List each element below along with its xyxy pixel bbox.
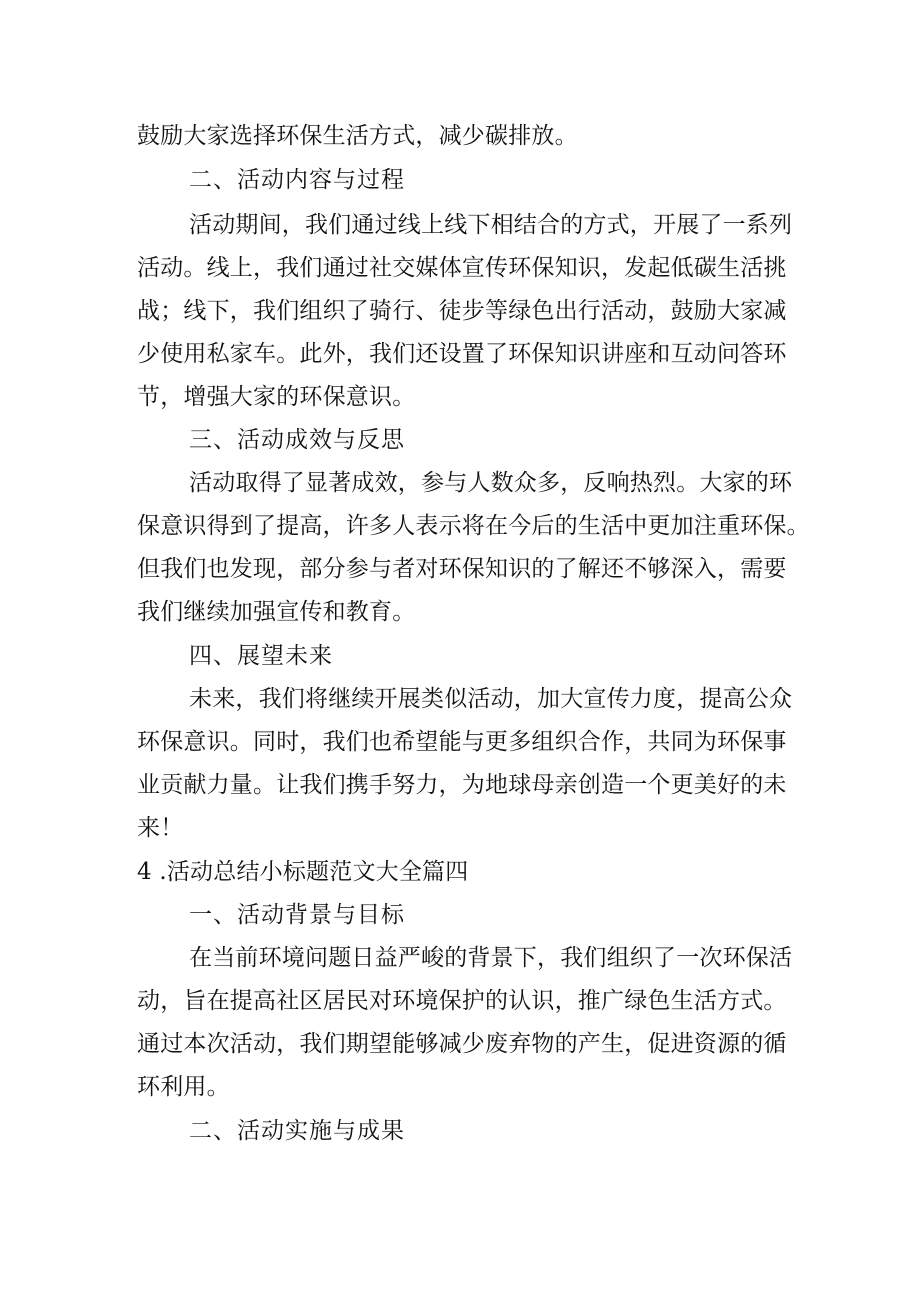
paragraph-line: 环利用。 xyxy=(137,1074,230,1100)
paragraph-line: 活动取得了显著成效，参与人数众多，反响热烈。大家的环 xyxy=(189,470,793,496)
section-heading: 二、活动实施与成果 xyxy=(189,1118,405,1144)
paragraph-line: 环保意识。同时，我们也希望能与更多组织合作，共同为环保事 xyxy=(137,729,787,755)
section-heading: 一、活动背景与目标 xyxy=(189,902,405,928)
paragraph-line: 我们继续加强宣传和教育。 xyxy=(137,599,416,625)
paragraph-line: 动，旨在提高社区居民对环境保护的认识，推广绿色生活方式。 xyxy=(137,988,787,1014)
paragraph-line: 但我们也发现，部分参与者对环保知识的了解还不够深入，需要 xyxy=(137,556,787,582)
paragraph-line: 保意识得到了提高，许多人表示将在今后的生活中更加注重环保。 xyxy=(137,513,810,539)
paragraph-line: 活动。线上，我们通过社交媒体宣传环保知识，发起低碳生活挑 xyxy=(137,255,787,281)
article-title: 4 .活动总结小标题范文大全篇四 xyxy=(137,859,469,885)
paragraph-line: 在当前环境问题日益严峻的背景下，我们组织了一次环保活 xyxy=(189,945,793,971)
section-heading: 二、活动内容与过程 xyxy=(189,167,405,193)
paragraph-line: 来！ xyxy=(137,815,184,841)
paragraph-line: 业贡献力量。让我们携手努力，为地球母亲创造一个更美好的未 xyxy=(137,772,787,798)
paragraph-line: 少使用私家车。此外，我们还设置了环保知识讲座和互动问答环 xyxy=(137,341,787,367)
paragraph-line: 活动期间，我们通过线上线下相结合的方式，开展了一系列 xyxy=(189,212,793,238)
paragraph-line: 鼓励大家选择环保生活方式，减少碳排放。 xyxy=(137,123,578,149)
paragraph-line: 节，增强大家的环保意识。 xyxy=(137,384,416,410)
paragraph-line: 未来，我们将继续开展类似活动，加大宣传力度，提高公众 xyxy=(189,686,793,712)
paragraph-line: 通过本次活动，我们期望能够减少废弃物的产生，促进资源的循 xyxy=(137,1031,787,1057)
section-heading: 四、展望未来 xyxy=(189,643,333,669)
section-heading: 三、活动成效与反思 xyxy=(189,427,405,453)
paragraph-line: 战；线下，我们组织了骑行、徒步等绿色出行活动，鼓励大家减 xyxy=(137,298,787,324)
